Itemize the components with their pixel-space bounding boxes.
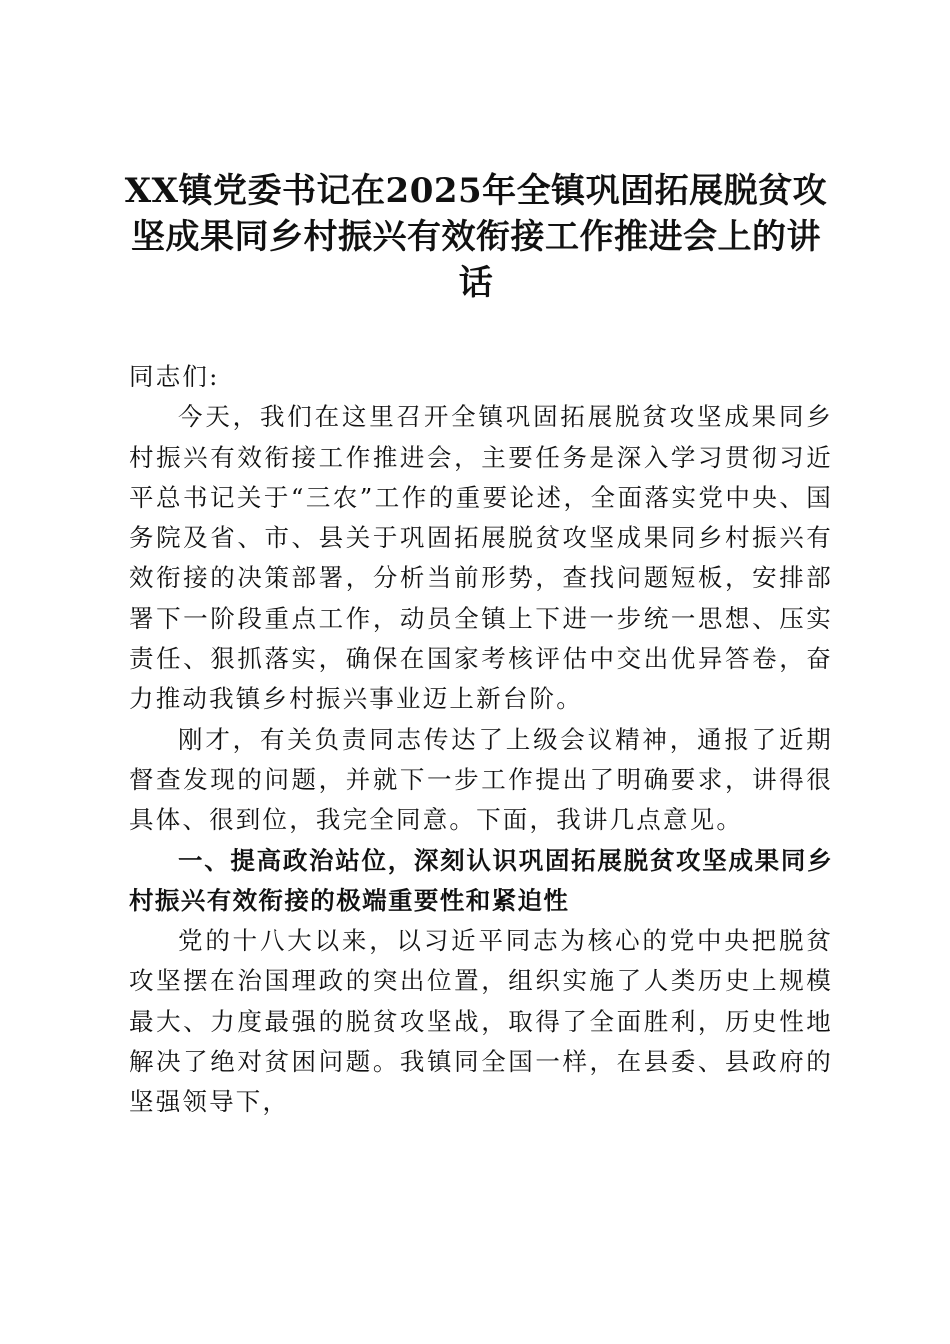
document-body	[129, 357, 833, 1123]
section-heading: 一、提高政治站位，深刻认识巩固拓展脱贫攻坚成果同乡村振兴有效衔接的极端重要性和紧迫性	[129, 845, 833, 915]
section-paragraph: 党的十八大以来，以习近平同志为核心的党中央把脱贫攻坚摆在治国理政的突出位置，组织实施了人类历史上规模最大、力度最强的脱贫攻坚战，取得了全面胜利，历史性地解决了绝对贫困问题。我镇同全国一样，在县委、县政府的坚强领导下，	[129, 926, 833, 1117]
salutation: 同志们:	[129, 362, 220, 391]
paragraph-remarks: 刚才，有关负责同志传达了上级会议精神，通报了近期督查发现的问题，并就下一步工作提出了明确要求，讲得很具体、很到位，我完全同意。下面，我讲几点意见。	[129, 724, 833, 835]
document-title: XX镇党委书记在2025年全镇巩固拓展脱贫攻坚成果同乡村振兴有效衔接工作推进会上的讲话	[124, 171, 828, 303]
paragraph-opening: 今天，我们在这里召开全镇巩固拓展脱贫攻坚成果同乡村振兴有效衔接工作推进会，主要任务是深入学习贯彻习近平总书记关于“三农”工作的重要论述，全面落实党中央、国务院及省、市、县关于巩固拓展脱贫攻坚成果同乡村振兴有效衔接的决策部署，分析当前形势，查找问题短板，安排部署下一阶段重点工作，动员全镇上下进一步统一思想、压实责任、狠抓落实，确保在国家考核评估中交出优异答卷，奋力推动我镇乡村振兴事业迈上新台阶。	[129, 402, 833, 714]
